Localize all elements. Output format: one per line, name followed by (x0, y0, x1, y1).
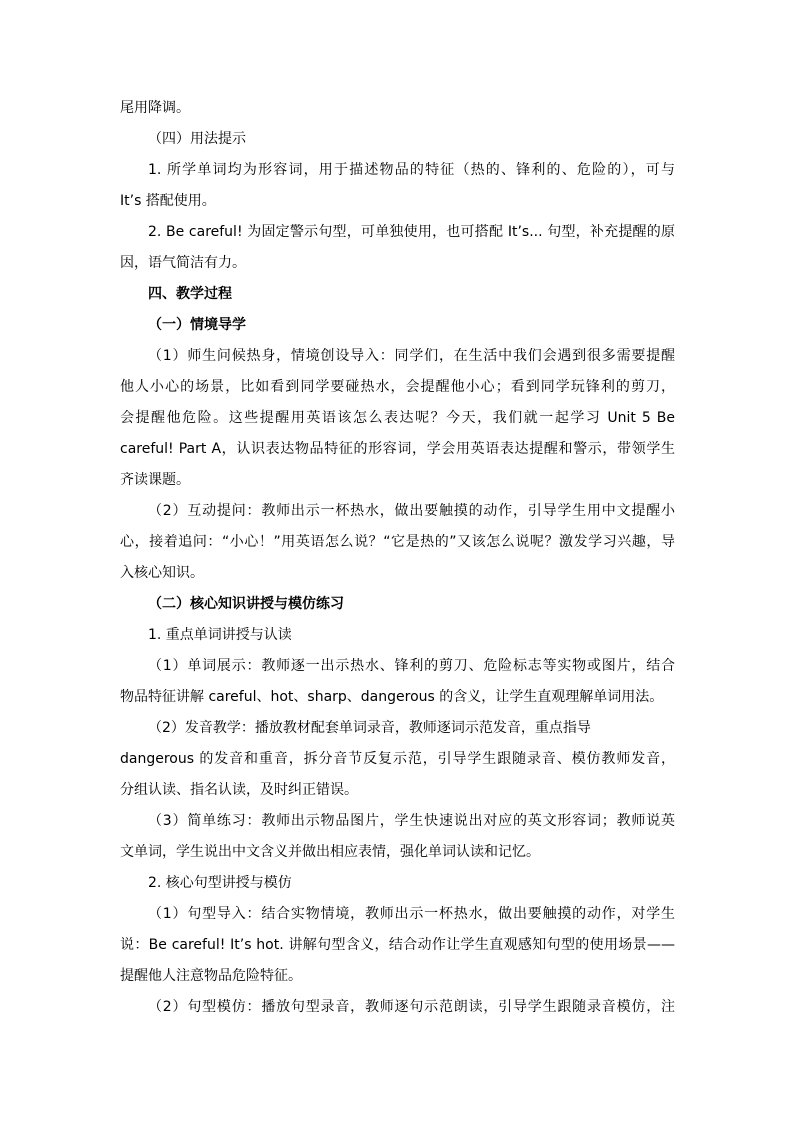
text-line: （2）互动提问：教师出示一杯热水，做出要触摸的动作，引导学生用中文提醒小 (148, 503, 675, 519)
text-line: 1. 所学单词均为形容词，用于描述物品的特征（热的、锋利的、危险的），可与 (148, 162, 675, 178)
text-line: （二）核心知识讲授与模仿练习 (148, 596, 344, 612)
text-line: 入核心知识。 (120, 565, 204, 581)
paragraph-interactive-question (120, 496, 675, 589)
text-line: dangerous 的发音和重音，拆分音节反复示范，引导学生跟随录音、模仿教师发音， (120, 751, 675, 767)
text-line: 他人小心的场景，比如看到同学要碰热水，会提醒他小心；看到同学玩锋利的剪刀， (120, 379, 675, 395)
text-line: （一）情境导学 (148, 317, 246, 333)
subheading-situational-intro (120, 310, 675, 341)
text-line: （2）发音教学：播放教材配套单词录音，教师逐词示范发音，重点指导 (148, 720, 591, 736)
text-line: 2. 核心句型讲授与模仿 (148, 875, 292, 891)
text-line: 四、教学过程 (148, 286, 232, 302)
text-line: （四）用法提示 (148, 131, 246, 147)
paragraph-usage-1 (120, 155, 675, 217)
text-line: 齐读课题。 (120, 472, 190, 488)
text-line: （2）句型模仿：播放句型录音，教师逐句示范朗读，引导学生跟随录音模仿，注 (148, 999, 675, 1015)
text-line: （1）句型导入：结合实物情境，教师出示一杯热水，做出要触摸的动作，对学生 (148, 906, 675, 922)
text-line: 物品特征讲解 careful、hot、sharp、dangerous 的含义，让学生直观理解单词用法。 (120, 689, 664, 705)
text-line: 会提醒他危险。这些提醒用英语该怎么表达呢？今天，我们就一起学习 Unit 5 Be (120, 410, 675, 426)
text-line: careful! Part A，认识表达物品特征的形容词，学会用英语表达提醒和警示，带领学生 (120, 441, 675, 457)
text-line: （1）单词展示：教师逐一出示热水、锋利的剪刀、危险标志等实物或图片，结合 (148, 658, 675, 674)
paragraph-sentence-intro (120, 899, 675, 992)
heading-usage-tips (120, 124, 675, 155)
text-line: 心，接着追问：“小心！”用英语怎么说？“它是热的”又该怎么说呢？激发学习兴趣，导 (120, 534, 675, 550)
text-line: 因，语气简洁有力。 (120, 255, 246, 271)
paragraph-intonation-end (120, 93, 675, 124)
paragraph-sentence-imitation (120, 992, 675, 1023)
text-line: It’s 搭配使用。 (120, 193, 216, 209)
heading-key-words (120, 620, 675, 651)
section-heading-teaching-process (120, 279, 675, 310)
paragraph-simple-practice (120, 806, 675, 868)
text-line: 1. 重点单词讲授与认读 (148, 627, 292, 643)
heading-core-sentences (120, 868, 675, 899)
text-line: 提醒他人注意物品危险特征。 (120, 968, 302, 984)
text-line: 文单词，学生说出中文含义并做出相应表情，强化单词认读和记忆。 (120, 844, 540, 860)
text-line: （1）师生问候热身，情境创设导入：同学们，在生活中我们会遇到很多需要提醒 (148, 348, 675, 364)
paragraph-word-display (120, 651, 675, 713)
paragraph-usage-2 (120, 217, 675, 279)
text-line: 2. Be careful! 为固定警示句型，可单独使用，也可搭配 It’s... 句型，补充提醒的原 (148, 224, 675, 240)
subheading-core-knowledge (120, 589, 675, 620)
text-line: （3）简单练习：教师出示物品图片，学生快速说出对应的英文形容词；教师说英 (148, 813, 675, 829)
paragraph-pronunciation (120, 713, 675, 806)
paragraph-warmup (120, 341, 675, 496)
text-line: 尾用降调。 (120, 100, 190, 116)
text-line: 分组认读、指名认读，及时纠正错误。 (120, 782, 358, 798)
text-line: 说：Be careful! It’s hot. 讲解句型含义，结合动作让学生直观感知句型的使用场景—— (120, 937, 675, 953)
